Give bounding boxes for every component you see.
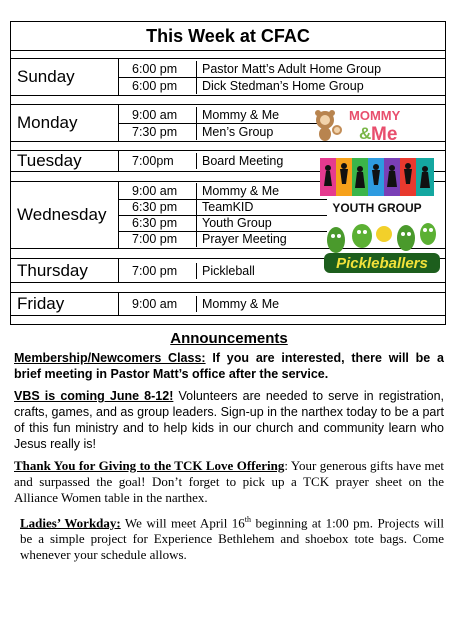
announcement-lead: Membership/Newcomers Class: [14,351,206,365]
announcements [14,330,444,569]
day-name: Friday [11,293,119,315]
day-name: Tuesday [11,151,119,171]
announcement-body: We will meet April 16 [120,515,245,531]
announcement-body: Volunteers are needed to serve in registration, crafts, games, and as group leaders. Sign-up in the narthex today to be a part of this fun ministry and to help kids in our church and community learn who Jesus really is! [14,389,445,451]
ordinal-suffix: th [244,515,252,524]
weekly-schedule [10,21,446,325]
event-time: 9:00 am [119,107,197,123]
event-name: Mommy & Me [202,108,280,122]
event-time: 7:30 pm [119,124,197,140]
day-sunday [11,58,445,96]
day-name: Thursday [11,259,119,282]
svg-text:Me: Me [371,124,398,144]
announcement-ladies-workday [14,512,444,563]
event-name: Prayer Meeting [202,232,287,246]
event-name: Pastor Matt’s Adult Home Group [202,62,382,76]
event-time: 7:00pm [119,153,197,169]
svg-text:MOMMY: MOMMY [349,108,401,123]
pickleballers-logo [322,220,442,276]
announcement-lead: VBS is coming June 8-12! [14,389,174,403]
event-name: TeamKID [202,200,254,214]
day-friday [11,292,445,316]
svg-text:YOUTH GROUP: YOUTH GROUP [332,201,422,215]
event-time: 6:30 pm [119,215,197,231]
event-name: Pickleball [202,264,255,278]
event-name: Mommy & Me [202,184,280,198]
announcement-lead: Thank You for Giving to the TCK Love Offering [14,458,285,473]
announcement-vbs [14,388,444,452]
event-time: 6:30 pm [119,199,197,215]
event-time: 9:00 am [119,296,197,312]
mommy-and-me-logo [311,102,409,144]
day-name: Wednesday [11,182,119,248]
event-name: Youth Group [202,216,272,230]
youth-group-logo [320,158,434,216]
event-time: 9:00 am [119,183,197,199]
schedule-title: This Week at CFAC [11,22,445,51]
announcement-body: If you are interested, there will be a brief meeting in Pastor Matt’s office after the service. [14,351,445,381]
announcement-body: beginning at 1:00 pm. Projects will be a simple project for Experience Bethlehem and shoebox tote bags. Come whenever your schedule allows. [20,515,444,563]
svg-text:&: & [359,124,372,143]
event-name: Mommy & Me [202,297,280,311]
announcement-body: : Your generous gifts have met and surpassed the goal! Don’t forget to pick up a TCK prayer sheet on the Alliance Women table in the narthex. [14,458,444,505]
event-time: 7:00 pm [119,231,197,247]
event-name: Men’s Group [202,125,274,139]
event-time: 6:00 pm [119,61,197,77]
announcements-heading: Announcements [170,330,288,347]
announcement-membership [14,350,444,382]
event-name: Board Meeting [202,154,284,168]
announcement-tck [14,458,444,506]
svg-text:Pickleballers: Pickleballers [336,255,428,272]
day-name: Monday [11,105,119,141]
event-time: 7:00 pm [119,263,197,279]
event-name: Dick Stedman’s Home Group [202,79,364,93]
day-name: Sunday [11,59,119,95]
announcement-lead: Ladies’ Workday: [20,515,121,531]
event-time: 6:00 pm [119,78,197,94]
